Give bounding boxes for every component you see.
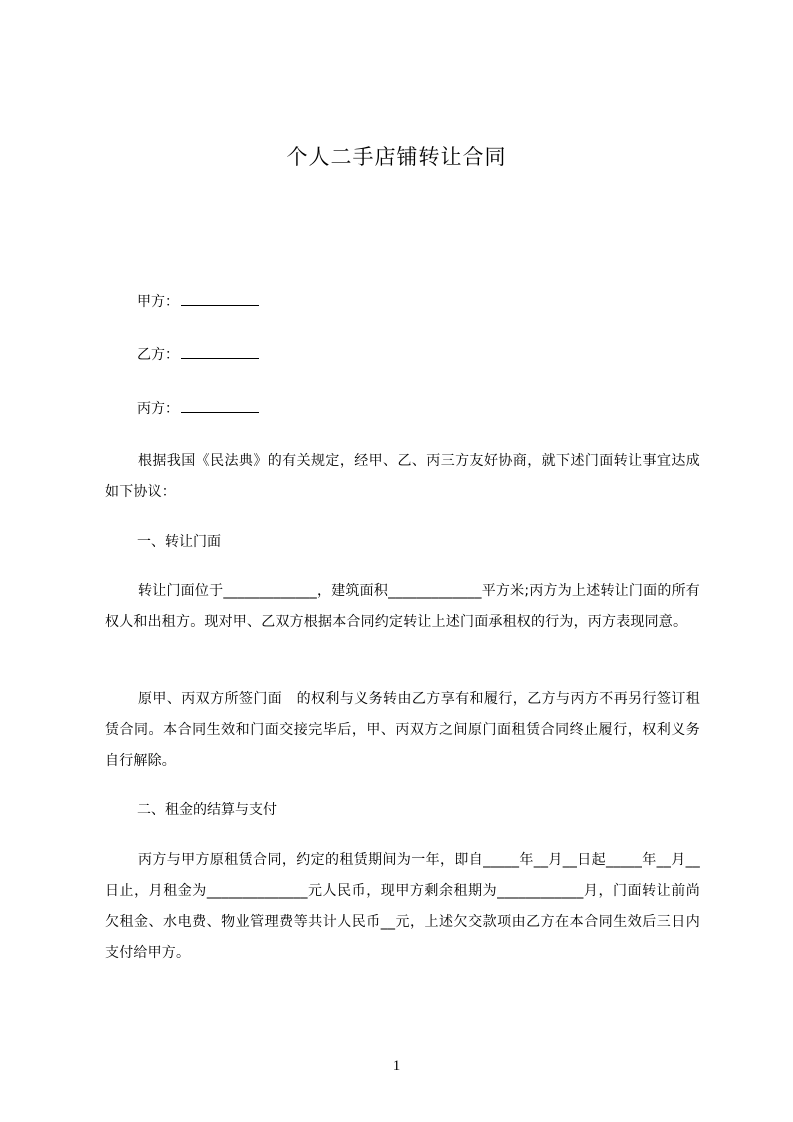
party-a-label: 甲方： — [137, 294, 179, 310]
party-a-line — [137, 291, 259, 312]
party-c-label: 丙方： — [137, 401, 179, 417]
party-b-line — [137, 344, 259, 365]
section-1-heading: 一、转让门面 — [137, 534, 221, 550]
section-2-heading: 二、租金的结算与支付 — [137, 802, 277, 818]
party-b-label: 乙方： — [137, 347, 179, 363]
party-c-line — [137, 398, 259, 419]
party-a-blank — [181, 291, 259, 306]
party-b-blank — [181, 344, 259, 359]
page-number: 1 — [392, 1058, 401, 1074]
intro-paragraph: 根据我国《民法典》的有关规定，经甲、乙、丙三方友好协商，就下述门面转让事宜达成如下协议： — [105, 453, 700, 500]
section-2-paragraph-1: 丙方与甲方原租赁合同，约定的租赁期间为一年，即自_____年__月__日起_____年__月__日止，月租金为______________元人民币，现甲方剩余租期为____________月，门面转让前尚欠租金、水电费、物业管理费等共计人民币__元，上述欠交款项由乙方在本合同生效后三日内支付给甲方。 — [105, 852, 700, 961]
document-title: 个人二手店铺转让合同 — [286, 145, 507, 169]
party-c-blank — [181, 398, 259, 413]
section-1-paragraph-1: 转让门面位于_____________，建筑面积_____________平方米;丙方为上述转让门面的所有权人和出租方。现对甲、乙双方根据本合同约定转让上述门面承租权的行为，丙方表现同意。 — [105, 583, 700, 630]
section-1-paragraph-2: 原甲、丙双方所签门面 的权利与义务转由乙方享有和履行，乙方与丙方不再另行签订租赁合同。本合同生效和门面交接完毕后，甲、丙双方之间原门面租赁合同终止履行，权利义务自行解除。 — [105, 691, 700, 769]
